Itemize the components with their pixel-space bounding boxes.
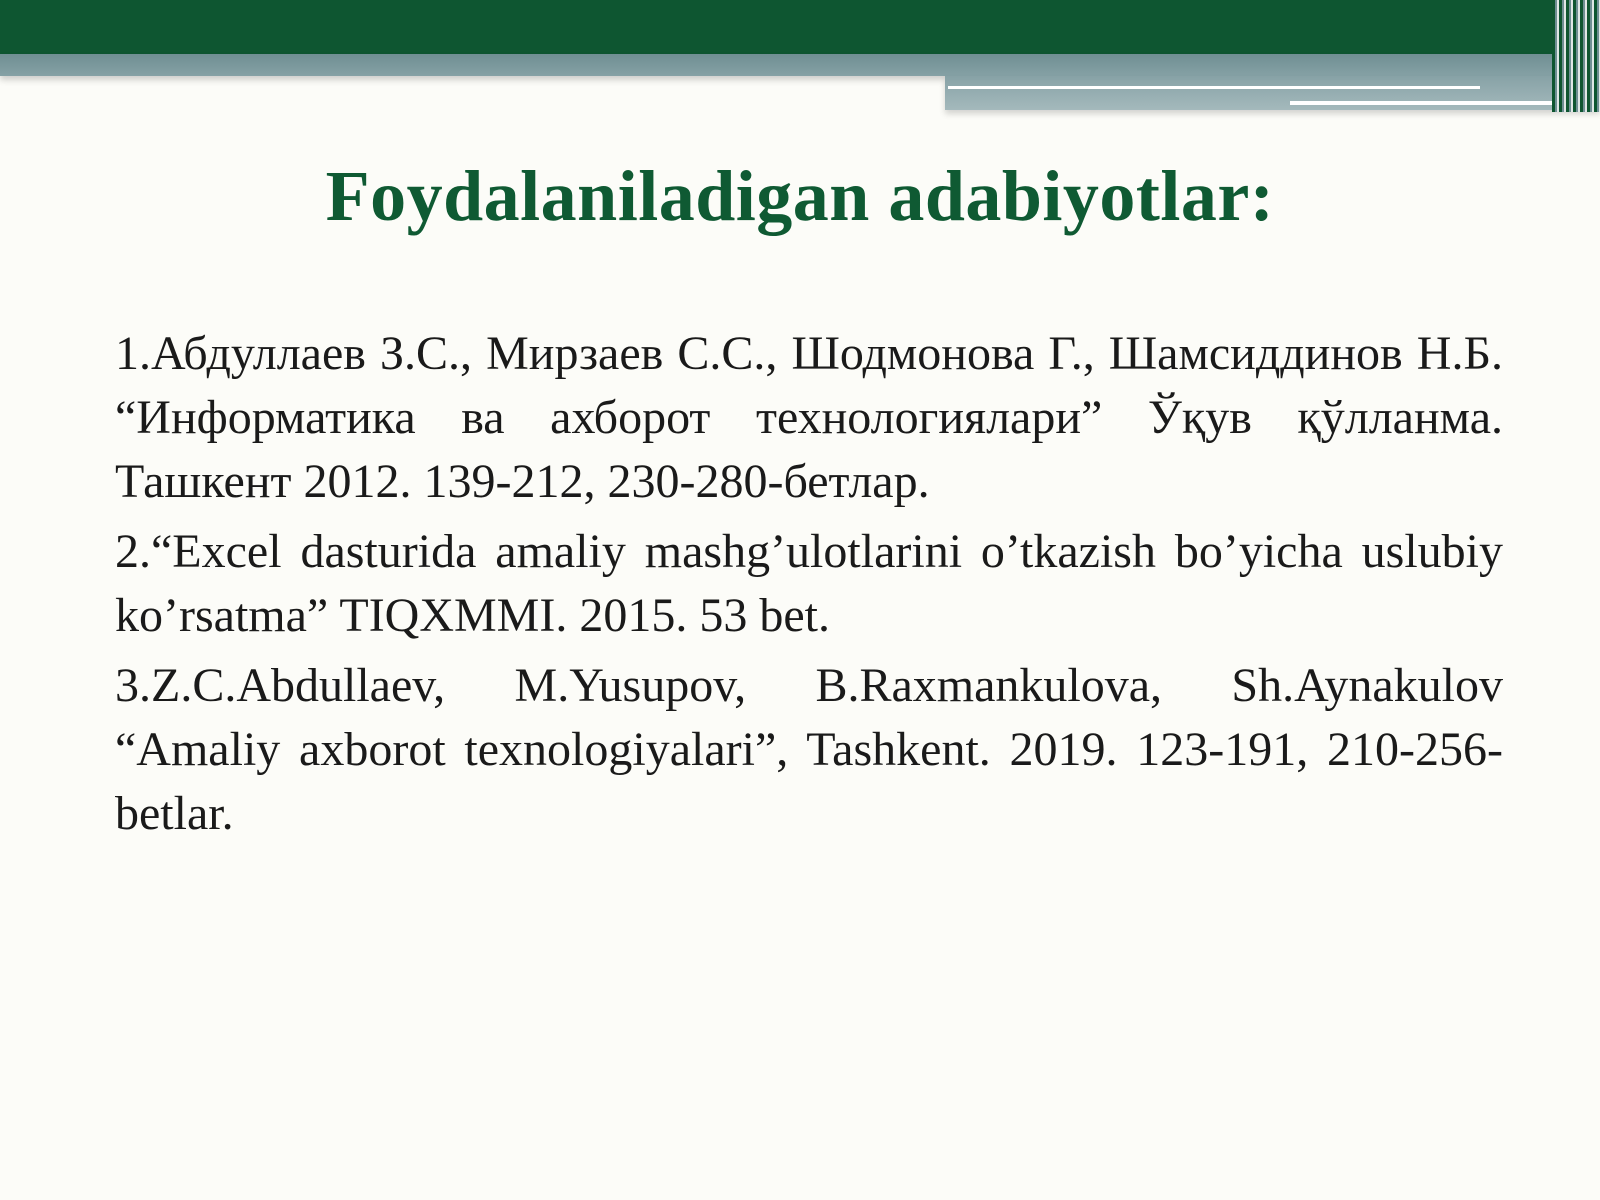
header-edge-stripes [1552,0,1600,112]
header-accent-line-short [1290,101,1570,105]
header-accent-line [948,86,1480,89]
reference-item-2: 2.“Excel dasturida amaliy mashg’ulotlarini o’tkazish bo’yicha uslubiy ko’rsatma” TIQXMMI. 2015. 53 bet. [115,525,1503,642]
reference-list [115,322,1503,852]
slide-title: Foydalaniladigan adabiyotlar: [325,156,1275,236]
header-slate-bar [0,54,1600,76]
reference-item-1: 1.Абдуллаев З.С., Мирзаев С.С., Шодмонова Г., Шамсиддинов Н.Б. “Информатика ва ахборот технологиялари” Ўқув қўлланма. Ташкент 2012. 139-212, 230-280-бетлар. [115,327,1503,508]
header-green-bar [0,0,1600,54]
reference-item-3: 3.Z.C.Abdullaev, M.Yusupov, B.Raxmankulova, Sh.Aynakulov “Amaliy axborot texnologiyalari”, Tashkent. 2019. 123-191, 210-256-betlar. [115,659,1503,840]
